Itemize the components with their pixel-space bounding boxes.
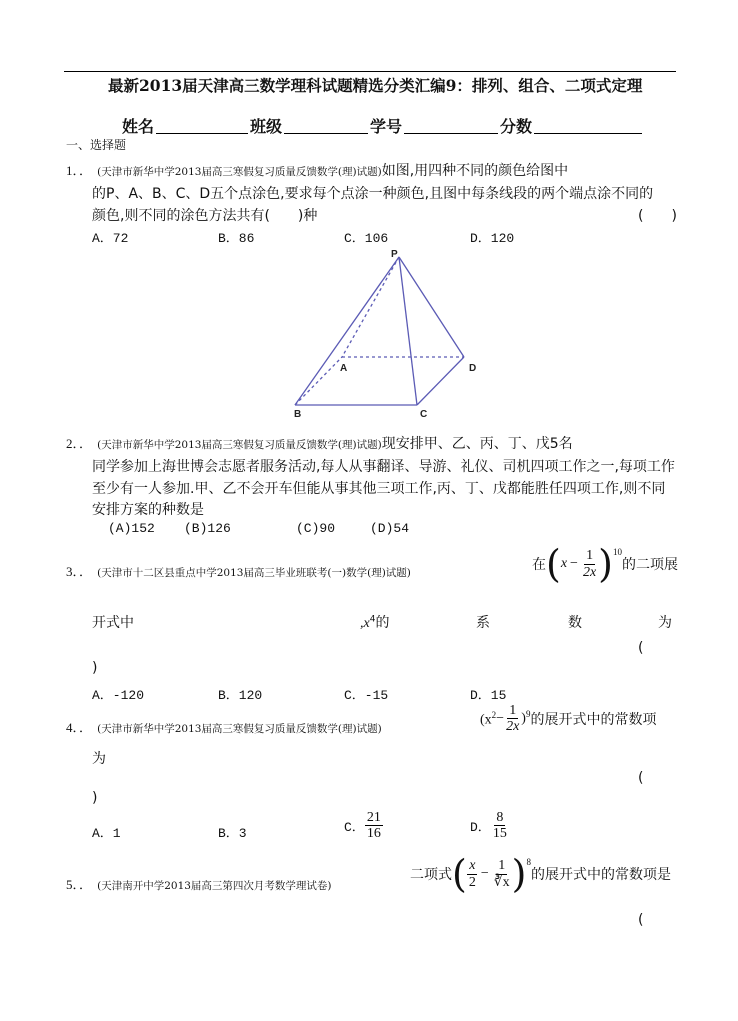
question-2-text1: 现安排甲、乙、丙、丁、戊5名 <box>381 436 573 452</box>
name-label: 姓名 <box>122 117 155 136</box>
q3-text-b <box>360 612 389 632</box>
q5-minus: − <box>480 866 489 881</box>
q4-minus: − <box>496 710 505 726</box>
q4-paren-open: ( <box>638 770 644 786</box>
q5-close-paren: ) <box>511 852 527 896</box>
vertex-label-c: C <box>420 409 428 420</box>
q5-paren-open: ( <box>638 912 644 928</box>
q1-option-c: C．106 <box>344 231 389 246</box>
name-blank <box>156 133 248 134</box>
id-blank <box>404 133 498 134</box>
q5-fraction-1 <box>467 858 478 890</box>
question-1-text1: 如图,用四种不同的颜色给图中 <box>381 163 569 179</box>
question-1-line1 <box>66 160 568 180</box>
q3-text-c: 的 <box>375 615 390 631</box>
q5-frac2-den: ∛x <box>493 874 510 890</box>
q3-paren-close: ) <box>92 660 98 676</box>
q5-frac2-num: 1 <box>498 858 506 874</box>
q4-pre-sup: 2 <box>491 709 497 720</box>
score-blank <box>534 133 642 134</box>
q3-minus: − <box>570 556 578 571</box>
question-2-line1 <box>66 433 573 453</box>
q4-option-d-fraction <box>491 810 509 842</box>
class-blank <box>284 133 368 134</box>
question-2-text4: 安排方案的种数是 <box>92 502 204 518</box>
question-4-number: 4．． <box>66 720 93 735</box>
q4-post-text: 的展开式中的常数项 <box>530 711 657 728</box>
question-1-text3: 颜色,则不同的涂色方法共有( )种 <box>92 208 318 224</box>
q4-exponent: 9 <box>525 709 531 719</box>
question-3-number: 3．． <box>66 564 93 579</box>
q4-pre-text: (x <box>480 712 492 728</box>
q3-fraction <box>581 548 598 580</box>
q1-option-a: A．72 <box>92 231 129 246</box>
edge-pa <box>342 257 399 357</box>
q3-text-e: 数 <box>568 615 582 631</box>
vertex-label-d: D <box>469 363 477 374</box>
q3-post-text: 的二项展 <box>622 557 678 573</box>
question-2-source: (天津市新华中学2013届高三寒假复习质量反馈数学(理)试题) <box>97 439 382 451</box>
q3-xterm-sup: 4 <box>369 614 376 625</box>
q3-option-b: B．120 <box>218 688 263 703</box>
question-2-number: 2．． <box>66 436 93 451</box>
q4-pre <box>480 710 496 729</box>
q4-option-d-den: 15 <box>492 826 507 842</box>
question-1-text2: 的P、A、B、C、D五个点涂色,要求每个点涂一种颜色,且图中每条线段的两个端点涂不同的 <box>92 186 654 202</box>
q3-xterm: ,x <box>360 616 370 631</box>
q3-option-c: C．-15 <box>344 688 389 703</box>
q1-option-d: D．120 <box>470 231 515 246</box>
q2-option-c: (C)90 <box>296 521 336 536</box>
class-label: 班级 <box>250 117 283 136</box>
question-2-text3: 至少有一人参加.甲、乙不会开车但能从事其他三项工作,丙、丁、戊都能胜任四项工作,则不同 <box>92 481 666 497</box>
q3-pre-text: 在 <box>532 557 546 573</box>
question-5-number: 5．． <box>66 877 93 892</box>
id-label: 学号 <box>370 117 403 136</box>
q4-option-d-num: 8 <box>496 810 504 825</box>
question-2-text2: 同学参加上海世博会志愿者服务活动,每人从事翻译、导游、礼仪、司机四项工作之一,每项工作 <box>92 459 675 475</box>
q5-frac1-den: 2 <box>468 874 476 890</box>
edge-pb <box>295 257 399 405</box>
q3-option-a: A．-120 <box>92 688 145 703</box>
q4-text2: 为 <box>92 751 106 767</box>
q3-text-a: 开式中 <box>92 615 134 631</box>
question-4-source: (天津市新华中学2013届高三寒假复习质量反馈数学(理)试题) <box>97 723 382 735</box>
question-4-expression <box>480 703 656 735</box>
q4-option-a: A．1 <box>92 826 121 841</box>
q4-option-c-label: C． <box>344 820 365 836</box>
question-5-expression <box>410 852 671 896</box>
q5-open-paren: ( <box>452 852 467 896</box>
q4-option-c-den: 16 <box>366 826 381 842</box>
q4-frac-num: 1 <box>509 703 517 718</box>
vertex-label-p: P <box>391 249 398 260</box>
question-5-source: (天津南开中学2013届高三第四次月考数学理试卷) <box>97 880 332 892</box>
q4-option-d <box>470 810 509 842</box>
q4-option-b: B．3 <box>218 826 247 841</box>
vertex-label-a: A <box>340 363 348 374</box>
q2-option-d: (D)54 <box>370 521 410 536</box>
q3-open-paren: ( <box>546 542 561 586</box>
edge-cd <box>417 357 464 405</box>
vertex-label-b: B <box>294 409 302 420</box>
question-1-answer-paren: ( ) <box>638 208 677 224</box>
edge-pc <box>399 257 417 405</box>
q3-paren-open: ( <box>638 640 644 656</box>
q2-option-b: (B)126 <box>184 521 231 536</box>
q3-text-f: 为 <box>658 615 672 631</box>
question-1-source: (天津市新华中学2013届高三寒假复习质量反馈数学(理)试题) <box>97 166 382 178</box>
q4-fraction <box>504 703 521 735</box>
edge-ab <box>295 357 342 405</box>
q4-option-c-fraction <box>365 810 383 842</box>
header-rule <box>64 71 676 72</box>
question-3-expression <box>532 542 678 586</box>
q4-paren-close: ) <box>92 790 98 806</box>
q4-option-d-label: D． <box>470 820 491 836</box>
q3-frac-den: 2x <box>582 564 597 580</box>
question-4-line1 <box>66 717 382 736</box>
q5-exponent: 8 <box>526 857 531 867</box>
q3-close-paren: ) <box>598 542 613 586</box>
section-heading: 一、选择题 <box>66 138 127 152</box>
question-3-line1 <box>66 561 411 580</box>
q3-exponent: 10 <box>613 547 622 557</box>
q5-pre-text: 二项式 <box>410 867 452 883</box>
q2-option-a: (A)152 <box>108 521 155 536</box>
q5-fraction-2 <box>492 858 512 890</box>
q4-post-paren: ) <box>521 710 526 726</box>
q5-frac1-num: x <box>469 858 476 874</box>
q3-var-x: x <box>560 556 568 571</box>
question-1-number: 1．． <box>66 163 93 178</box>
q3-option-d: D．15 <box>470 688 507 703</box>
pyramid-figure <box>280 245 490 425</box>
score-label: 分数 <box>500 117 533 136</box>
q4-frac-den: 2x <box>506 719 520 735</box>
q3-frac-num: 1 <box>586 548 594 564</box>
question-5-line1 <box>66 874 332 893</box>
page-title: 最新2013届天津高三数学理科试题精选分类汇编9：排列、组合、二项式定理 <box>108 76 643 95</box>
q5-post-text: 的展开式中的常数项是 <box>530 867 671 883</box>
q4-option-c <box>344 810 383 842</box>
q1-option-b: B．86 <box>218 231 255 246</box>
question-3-source: (天津市十二区县重点中学2013届高三毕业班联考(一)数学(理)试题) <box>97 567 411 579</box>
q3-text-d: 系 <box>476 615 490 631</box>
q4-option-c-num: 21 <box>366 810 381 825</box>
